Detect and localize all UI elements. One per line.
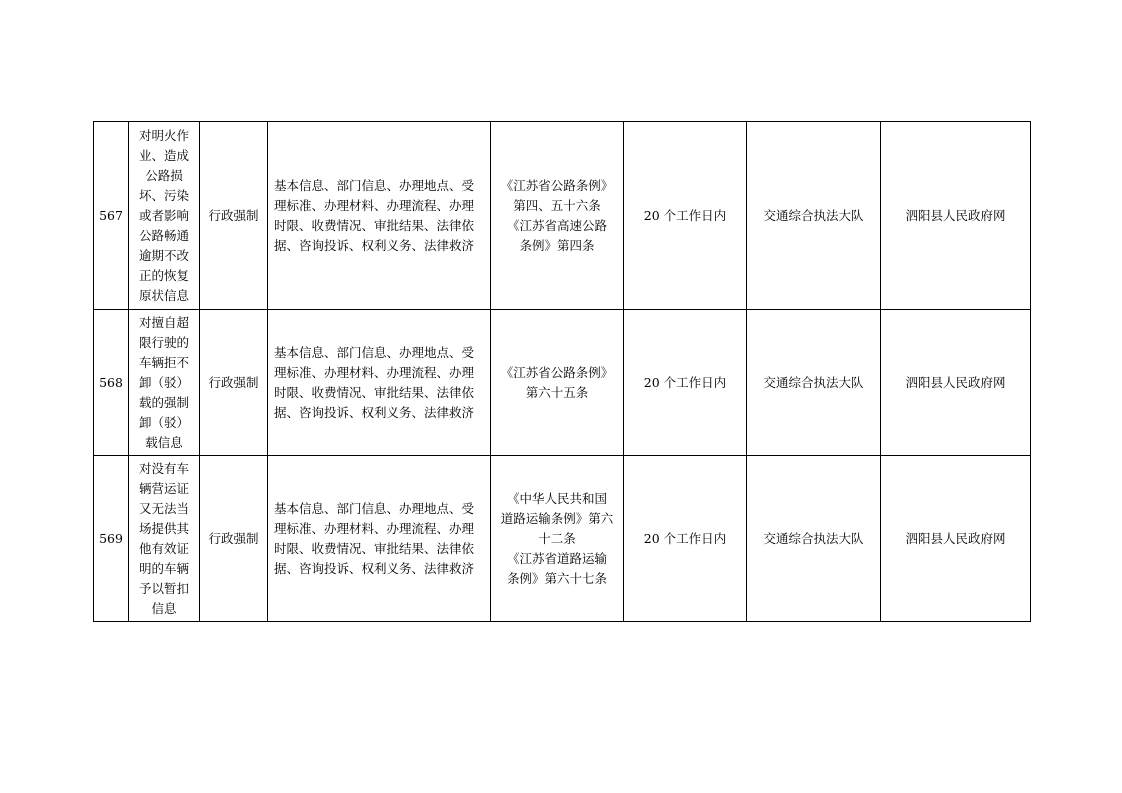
scope-cell xyxy=(268,456,491,622)
legal-basis-line: 《中华人民共和国 xyxy=(506,490,607,506)
item-name-cell xyxy=(129,310,200,456)
item-name-line: 坏、污染 xyxy=(138,187,189,203)
item-name-cell xyxy=(129,122,200,310)
time-limit-cell: 20 个工作日内 xyxy=(624,456,747,622)
scope-cell xyxy=(268,310,491,456)
channel-cell: 泗阳县人民政府网 xyxy=(881,122,1031,310)
legal-basis-cell xyxy=(491,310,624,456)
scope-cell xyxy=(268,122,491,310)
item-name-line: 正的恢复 xyxy=(138,267,189,283)
item-name-line: 卸（驳） xyxy=(138,414,189,430)
legal-basis-line: 条例》第四条 xyxy=(519,237,595,253)
time-limit-cell: 20 个工作日内 xyxy=(624,122,747,310)
item-name-line: 对明火作 xyxy=(138,127,189,143)
category-cell: 行政强制 xyxy=(200,456,268,622)
legal-basis-line: 第六十五条 xyxy=(525,384,589,400)
item-name-line: 或者影响 xyxy=(138,207,189,223)
item-name-line: 公路畅通 xyxy=(138,227,189,243)
item-name-line: 对没有车 xyxy=(138,460,189,476)
channel-cell: 泗阳县人民政府网 xyxy=(881,310,1031,456)
scope-line: 据、咨询投诉、权利义务、法律救济 xyxy=(274,237,475,253)
legal-basis-cell xyxy=(491,122,624,310)
legal-basis-line: 十二条 xyxy=(538,530,576,546)
scope-line: 时限、收费情况、审批结果、法律依 xyxy=(274,217,475,233)
scope-line: 据、咨询投诉、权利义务、法律救济 xyxy=(274,560,475,576)
department-cell: 交通综合执法大队 xyxy=(747,310,881,456)
legal-basis-line: 第四、五十六条 xyxy=(513,197,601,213)
item-name-line: 公路损 xyxy=(145,167,183,183)
item-name-line: 信息 xyxy=(151,600,177,616)
item-name-line: 原状信息 xyxy=(138,287,189,303)
scope-line: 理标准、办理材料、办理流程、办理 xyxy=(274,197,475,213)
item-name-line: 业、造成 xyxy=(138,147,189,163)
scope-line: 基本信息、部门信息、办理地点、受 xyxy=(274,500,475,516)
item-name-cell xyxy=(129,456,200,622)
item-name-line: 载的强制 xyxy=(138,394,189,410)
scope-line: 基本信息、部门信息、办理地点、受 xyxy=(274,344,475,360)
category-cell: 行政强制 xyxy=(200,122,268,310)
item-name-line: 载信息 xyxy=(145,434,183,450)
legal-basis-line: 条例》第六十七条 xyxy=(506,570,607,586)
table-row xyxy=(94,310,1031,456)
legal-basis-line: 《江苏省道路运输 xyxy=(506,550,607,566)
legal-basis-line: 《江苏省公路条例》 xyxy=(500,364,614,380)
item-name-line: 卸（驳） xyxy=(138,374,189,390)
channel-cell: 泗阳县人民政府网 xyxy=(881,456,1031,622)
row-number: 567 xyxy=(94,122,129,310)
legal-basis-line: 《江苏省高速公路 xyxy=(506,217,607,233)
department-cell: 交通综合执法大队 xyxy=(747,456,881,622)
category-cell: 行政强制 xyxy=(200,310,268,456)
legal-basis-cell xyxy=(491,456,624,622)
scope-line: 时限、收费情况、审批结果、法律依 xyxy=(274,540,475,556)
item-name-line: 限行驶的 xyxy=(138,334,189,350)
table-row xyxy=(94,122,1031,310)
item-name-line: 逾期不改 xyxy=(138,247,189,263)
item-name-line: 他有效证 xyxy=(138,540,189,556)
item-name-line: 予以暂扣 xyxy=(138,580,189,596)
item-name-line: 对擅自超 xyxy=(138,314,189,330)
item-name-line: 场提供其 xyxy=(138,520,189,536)
time-limit-cell: 20 个工作日内 xyxy=(624,310,747,456)
table-row xyxy=(94,456,1031,622)
item-name-line: 辆营运证 xyxy=(138,480,189,496)
legal-basis-line: 道路运输条例》第六 xyxy=(500,510,614,526)
row-number: 569 xyxy=(94,456,129,622)
item-name-line: 又无法当 xyxy=(138,500,189,516)
legal-basis-line: 《江苏省公路条例》 xyxy=(500,177,614,193)
scope-line: 理标准、办理材料、办理流程、办理 xyxy=(274,364,475,380)
scope-line: 据、咨询投诉、权利义务、法律救济 xyxy=(274,404,475,420)
department-cell: 交通综合执法大队 xyxy=(747,122,881,310)
item-name-line: 车辆拒不 xyxy=(138,354,189,370)
disclosure-table xyxy=(93,121,1031,622)
scope-line: 基本信息、部门信息、办理地点、受 xyxy=(274,177,475,193)
row-number: 568 xyxy=(94,310,129,456)
item-name-line: 明的车辆 xyxy=(138,560,189,576)
scope-line: 时限、收费情况、审批结果、法律依 xyxy=(274,384,475,400)
scope-line: 理标准、办理材料、办理流程、办理 xyxy=(274,520,475,536)
